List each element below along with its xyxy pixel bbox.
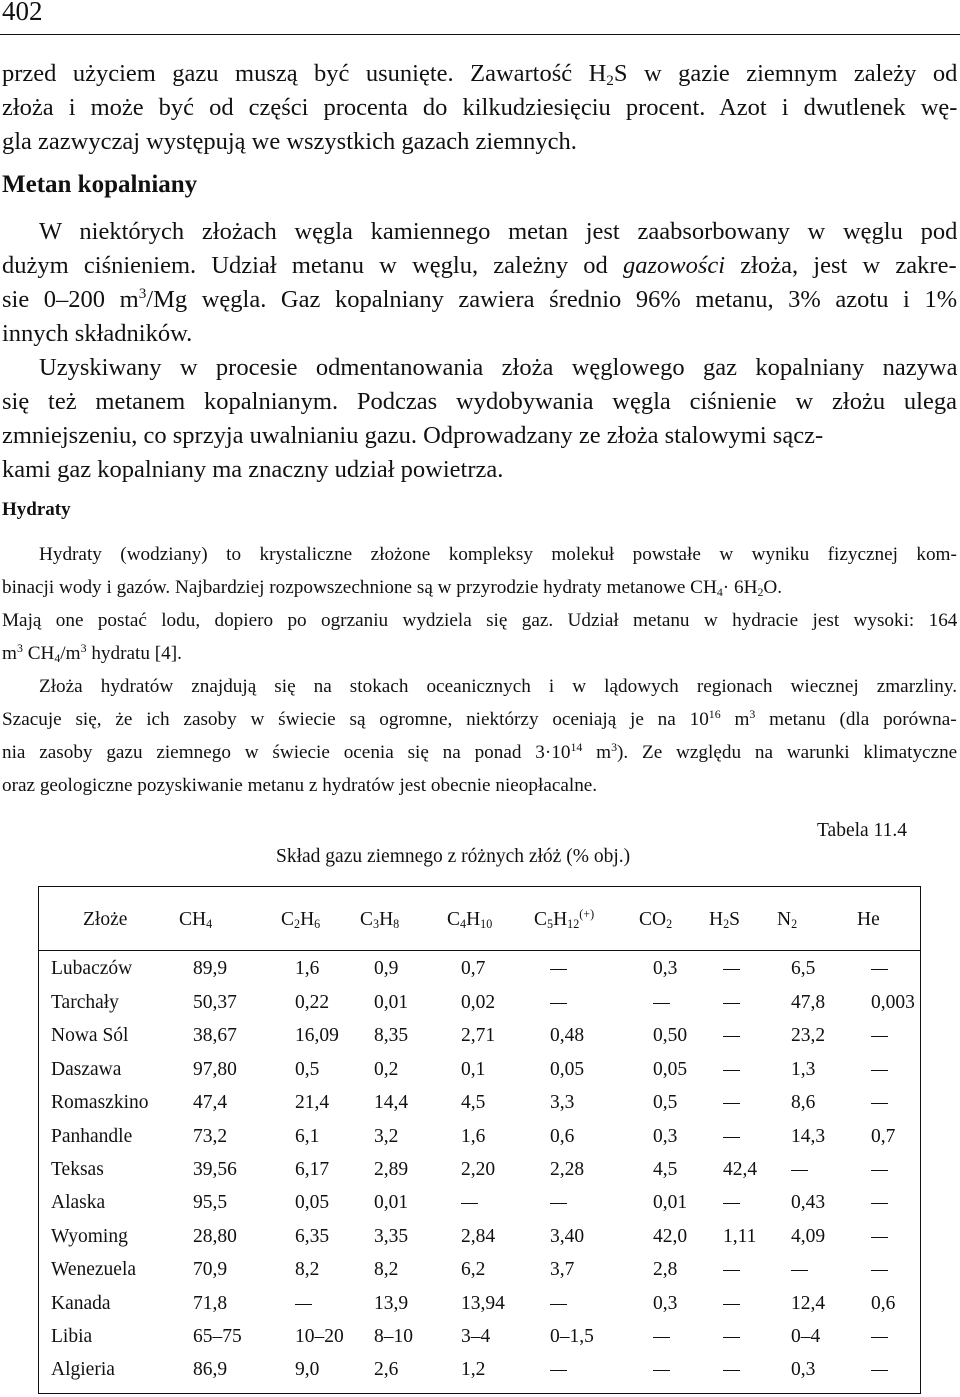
table-cell bbox=[723, 1023, 740, 1049]
table-cell: 6,1 bbox=[295, 1126, 320, 1147]
table-row-label: Kanada bbox=[51, 1293, 111, 1314]
table-caption: Skład gazu ziemnego z różnych złóż (% obj.) bbox=[276, 846, 631, 867]
table-cell: 0,5 bbox=[295, 1059, 320, 1080]
table-cell bbox=[871, 1190, 888, 1216]
table-row-label: Tarchały bbox=[51, 992, 119, 1013]
empty-value-dash bbox=[723, 1203, 740, 1204]
table-cell: 0,50 bbox=[653, 1025, 688, 1046]
table-row-label: Daszawa bbox=[51, 1059, 122, 1080]
empty-value-dash bbox=[791, 1170, 808, 1171]
empty-value-dash bbox=[653, 1337, 670, 1338]
table-row-label: Teksas bbox=[51, 1159, 104, 1180]
table-row-label: Algieria bbox=[51, 1359, 115, 1380]
table-cell: 14,4 bbox=[374, 1092, 409, 1113]
table-cell: 28,80 bbox=[193, 1226, 237, 1247]
table-cell bbox=[791, 1257, 808, 1283]
table-cell: 6,2 bbox=[461, 1259, 486, 1280]
table-cell: 6,35 bbox=[295, 1226, 330, 1247]
empty-value-dash bbox=[461, 1203, 478, 1204]
text-line: Uzyskiwany w procesie odmentanowania złoża węglowego gaz kopalniany nazywa bbox=[39, 354, 958, 381]
table-cell: 97,80 bbox=[193, 1059, 237, 1080]
table-cell: 0,7 bbox=[461, 958, 486, 979]
table-cell: 21,4 bbox=[295, 1092, 330, 1113]
table-cell bbox=[723, 1057, 740, 1083]
table-cell: 0,3 bbox=[653, 1293, 678, 1314]
table-cell: 0,6 bbox=[550, 1126, 575, 1147]
table-cell bbox=[295, 1291, 312, 1317]
table-cell bbox=[550, 1190, 567, 1216]
table-cell: 71,8 bbox=[193, 1293, 228, 1314]
text-line: się też metanem kopalnianym. Podczas wydobywania węgla ciśnienie w złożu ulega bbox=[2, 388, 957, 415]
table-header-cell: $C_4H_{10}$ bbox=[447, 909, 493, 932]
text-line: sie 0–200 $m^3/Mg$ węgla. Gaz kopalniany zawiera średnio 96% metanu, 3% azotu i 1% bbox=[2, 284, 958, 313]
text-line: kami gaz kopalniany ma znaczny udział powietrza. bbox=[2, 456, 504, 483]
text-line: Szacuje się, że ich zasoby w świecie są ogromne, niektórzy oceniają je na $10^{16}$ $m^3$ metanu (dla porówna- bbox=[2, 706, 957, 730]
page-number: 402 bbox=[2, 0, 43, 26]
table-cell bbox=[871, 1324, 888, 1350]
text-line: Hydraty (wodziany) to krystaliczne złożone kompleksy molekuł powstałe w wyniku fizycznej kom- bbox=[39, 544, 957, 565]
table-header-cell: $C_3H_8$ bbox=[360, 909, 400, 932]
empty-value-dash bbox=[653, 1370, 670, 1371]
text-line: zmniejszeniu, co sprzyja uwalnianiu gazu. Odprowadzany ze złoża stalowymi sącz- bbox=[2, 422, 824, 449]
table-cell: 0–1,5 bbox=[550, 1326, 594, 1347]
table-cell: 0,9 bbox=[374, 958, 399, 979]
table-cell: 6,5 bbox=[791, 958, 816, 979]
table-cell: 8,2 bbox=[374, 1259, 399, 1280]
intro-paragraph bbox=[2, 57, 957, 159]
table-cell bbox=[550, 1357, 567, 1383]
table-cell: 0,05 bbox=[550, 1059, 585, 1080]
table-header-cell: Złoże bbox=[83, 909, 128, 930]
table-cell: 0,01 bbox=[653, 1192, 688, 1213]
table-cell bbox=[723, 1357, 740, 1383]
section-heading-hydraty: Hydraty bbox=[2, 499, 71, 520]
table-cell: 8,6 bbox=[791, 1092, 816, 1113]
table-cell: 0,05 bbox=[295, 1192, 330, 1213]
empty-value-dash bbox=[723, 1070, 740, 1071]
empty-value-dash bbox=[871, 1103, 888, 1104]
table-cell: 23,2 bbox=[791, 1025, 826, 1046]
empty-value-dash bbox=[295, 1304, 312, 1305]
empty-value-dash bbox=[723, 1003, 740, 1004]
table-cell: 8,35 bbox=[374, 1025, 409, 1046]
gas-composition-table bbox=[38, 886, 921, 1394]
table-cell: 2,71 bbox=[461, 1025, 496, 1046]
table-row-label: Lubaczów bbox=[51, 958, 133, 979]
table-cell bbox=[871, 1224, 888, 1250]
table-cell: 1,3 bbox=[791, 1059, 816, 1080]
table-cell: 0,3 bbox=[653, 1126, 678, 1147]
text-line: gla zazwyczaj występują we wszystkich gazach ziemnych. bbox=[2, 128, 577, 155]
table-cell: 12,4 bbox=[791, 1293, 826, 1314]
table-cell: 0,1 bbox=[461, 1059, 486, 1080]
table-cell: 0,43 bbox=[791, 1192, 826, 1213]
table-cell: 13,9 bbox=[374, 1293, 409, 1314]
table-cell: 86,9 bbox=[193, 1359, 228, 1380]
empty-value-dash bbox=[723, 1103, 740, 1104]
empty-value-dash bbox=[550, 1203, 567, 1204]
table-cell: 0,5 bbox=[653, 1092, 678, 1113]
text-line: nia zasoby gazu ziemnego w świecie ocenia się na ponad $3\cdot 10^{14}$ $m^3$). Ze względu na warunki klimatyczne bbox=[2, 739, 958, 763]
empty-value-dash bbox=[791, 1270, 808, 1271]
text-line: dużym ciśnieniem. Udział metanu w węglu, zależny od gazowości złoża, jest w zakre- bbox=[2, 252, 957, 279]
table-cell: 3,7 bbox=[550, 1259, 575, 1280]
table-cell: 3,35 bbox=[374, 1226, 409, 1247]
empty-value-dash bbox=[871, 969, 888, 970]
table-cell bbox=[461, 1190, 478, 1216]
table-cell: 89,9 bbox=[193, 958, 228, 979]
table-cell: 3,3 bbox=[550, 1092, 575, 1113]
table-cell bbox=[791, 1157, 808, 1183]
table-cell bbox=[871, 1057, 888, 1083]
table-cell: 8–10 bbox=[374, 1326, 413, 1347]
text-line: oraz geologiczne pozyskiwanie metanu z hydratów jest obecnie nieopłacalne. bbox=[2, 775, 598, 796]
table-cell: 39,56 bbox=[193, 1159, 237, 1180]
text-line: Mają one postać lodu, dopiero po ogrzaniu wydziela się gaz. Udział metanu w hydracie jest wysoki: 164 bbox=[2, 610, 958, 631]
table-row-label: Nowa Sól bbox=[51, 1025, 129, 1046]
empty-value-dash bbox=[550, 1304, 567, 1305]
table-row-label: Romaszkino bbox=[51, 1092, 149, 1113]
table-header-cell: $C_2H_6$ bbox=[281, 909, 321, 932]
empty-value-dash bbox=[653, 1003, 670, 1004]
table-cell: 47,4 bbox=[193, 1092, 228, 1113]
table-cell: 14,3 bbox=[791, 1126, 826, 1147]
empty-value-dash bbox=[871, 1070, 888, 1071]
table-cell: 2,6 bbox=[374, 1359, 399, 1380]
table-cell: 0,48 bbox=[550, 1025, 585, 1046]
text-line: binacji wody i gazów. Najbardziej rozpowszechnione są w przyrodzie hydraty metanowe $CH_4\cdot 6H_2O$. bbox=[2, 577, 783, 599]
text-line: złoża i może być od części procenta do kilkudziesięciu procent. Azot i dwutlenek wę- bbox=[2, 94, 958, 121]
empty-value-dash bbox=[871, 1237, 888, 1238]
table-cell bbox=[653, 1324, 670, 1350]
table-cell: 1,11 bbox=[723, 1226, 757, 1247]
table-header-cell: $CH_4$ bbox=[179, 909, 213, 932]
table-cell: 16,09 bbox=[295, 1025, 339, 1046]
table-header-cell: $CO_2$ bbox=[639, 909, 673, 932]
empty-value-dash bbox=[723, 1337, 740, 1338]
table-cell bbox=[723, 990, 740, 1016]
table-cell: 6,17 bbox=[295, 1159, 330, 1180]
table-cell: 70,9 bbox=[193, 1259, 228, 1280]
table-cell: 50,37 bbox=[193, 992, 237, 1013]
hydraty-paragraph bbox=[2, 538, 957, 802]
table-header-cell: $C_5H_{12}^{(+)}$ bbox=[534, 906, 595, 932]
table-cell: 2,28 bbox=[550, 1159, 585, 1180]
table-header-rule bbox=[39, 950, 920, 951]
table-cell bbox=[871, 1157, 888, 1183]
empty-value-dash bbox=[550, 1370, 567, 1371]
table-cell bbox=[871, 956, 888, 982]
table-cell: 4,09 bbox=[791, 1226, 826, 1247]
empty-value-dash bbox=[723, 1036, 740, 1037]
table-cell: 0,01 bbox=[374, 1192, 409, 1213]
table-cell: 2,84 bbox=[461, 1226, 496, 1247]
table-cell: 73,2 bbox=[193, 1126, 228, 1147]
table-cell: 42,0 bbox=[653, 1226, 688, 1247]
table-cell bbox=[871, 1090, 888, 1116]
text-line: przed użyciem gazu muszą być usunięte. Zawartość $H_2S$ w gazie ziemnym zależy od bbox=[2, 60, 958, 89]
table-cell bbox=[550, 956, 567, 982]
table-cell: 0,003 bbox=[871, 992, 915, 1013]
empty-value-dash bbox=[723, 1137, 740, 1138]
table-cell: 42,4 bbox=[723, 1159, 758, 1180]
empty-value-dash bbox=[550, 969, 567, 970]
text-line: $m^3$ $CH_4/m^3$ hydratu [4]. bbox=[2, 640, 182, 665]
table-cell: 4,5 bbox=[461, 1092, 486, 1113]
table-cell: 0,2 bbox=[374, 1059, 399, 1080]
empty-value-dash bbox=[550, 1003, 567, 1004]
table-cell: 95,5 bbox=[193, 1192, 228, 1213]
table-header-cell: $N_2$ bbox=[777, 909, 798, 932]
empty-value-dash bbox=[871, 1036, 888, 1037]
empty-value-dash bbox=[871, 1337, 888, 1338]
table-header-cell: $H_2S$ bbox=[709, 909, 740, 932]
section-heading-metan: Metan kopalniany bbox=[2, 171, 198, 198]
table-row-label: Libia bbox=[51, 1326, 93, 1347]
table-cell: 1,6 bbox=[461, 1126, 486, 1147]
empty-value-dash bbox=[723, 1370, 740, 1371]
table-cell: 38,67 bbox=[193, 1025, 237, 1046]
table-row-label: Wyoming bbox=[51, 1226, 128, 1247]
table-cell: 3,40 bbox=[550, 1226, 585, 1247]
table-cell: 1,6 bbox=[295, 958, 320, 979]
table-cell: 47,8 bbox=[791, 992, 826, 1013]
table-cell bbox=[653, 990, 670, 1016]
table-row-label: Alaska bbox=[51, 1192, 106, 1213]
table-row-label: Wenezuela bbox=[51, 1259, 137, 1280]
empty-value-dash bbox=[723, 1270, 740, 1271]
table-cell bbox=[550, 1291, 567, 1317]
metan-paragraph bbox=[2, 215, 957, 487]
table-cell bbox=[871, 1357, 888, 1383]
table-cell: 0,6 bbox=[871, 1293, 896, 1314]
table-cell: 2,89 bbox=[374, 1159, 409, 1180]
table-cell: 1,2 bbox=[461, 1359, 486, 1380]
table-cell bbox=[723, 1324, 740, 1350]
table-number: Tabela 11.4 bbox=[817, 820, 907, 841]
text-line: innych składników. bbox=[2, 320, 193, 347]
table-cell bbox=[871, 1257, 888, 1283]
table-cell: 0,3 bbox=[653, 958, 678, 979]
table-cell bbox=[723, 1090, 740, 1116]
table-cell bbox=[550, 990, 567, 1016]
table-cell: 3,2 bbox=[374, 1126, 399, 1147]
empty-value-dash bbox=[871, 1170, 888, 1171]
table-cell: 0,22 bbox=[295, 992, 330, 1013]
text-line: W niektórych złożach węgla kamiennego metan jest zaabsorbowany w węglu pod bbox=[39, 218, 958, 245]
text-line: Złoża hydratów znajdują się na stokach oceanicznych i w lądowych regionach wiecznej zmarzliny. bbox=[39, 676, 958, 697]
table-cell bbox=[723, 1124, 740, 1150]
table-cell: 0,05 bbox=[653, 1059, 688, 1080]
table-cell: 0,3 bbox=[791, 1359, 816, 1380]
table-cell: 0,7 bbox=[871, 1126, 896, 1147]
table-cell bbox=[723, 1257, 740, 1283]
table-cell bbox=[723, 1291, 740, 1317]
table-cell: 0–4 bbox=[791, 1326, 821, 1347]
table-cell: 8,2 bbox=[295, 1259, 320, 1280]
empty-value-dash bbox=[723, 1304, 740, 1305]
table-header-cell: He bbox=[857, 909, 880, 930]
table-cell: 65–75 bbox=[193, 1326, 242, 1347]
table-cell bbox=[723, 956, 740, 982]
empty-value-dash bbox=[871, 1370, 888, 1371]
table-cell: 9,0 bbox=[295, 1359, 320, 1380]
table-cell bbox=[653, 1357, 670, 1383]
table-cell bbox=[723, 1190, 740, 1216]
table-cell: 0,02 bbox=[461, 992, 496, 1013]
table-cell: 3–4 bbox=[461, 1326, 491, 1347]
table-cell: 4,5 bbox=[653, 1159, 678, 1180]
table-cell: 0,01 bbox=[374, 992, 409, 1013]
table-cell: 10–20 bbox=[295, 1326, 344, 1347]
table-row-label: Panhandle bbox=[51, 1126, 133, 1147]
empty-value-dash bbox=[871, 1270, 888, 1271]
empty-value-dash bbox=[871, 1203, 888, 1204]
table-cell: 13,94 bbox=[461, 1293, 505, 1314]
table-cell bbox=[871, 1023, 888, 1049]
header-rule bbox=[0, 34, 960, 35]
empty-value-dash bbox=[723, 969, 740, 970]
table-cell: 2,20 bbox=[461, 1159, 496, 1180]
table-cell: 2,8 bbox=[653, 1259, 678, 1280]
